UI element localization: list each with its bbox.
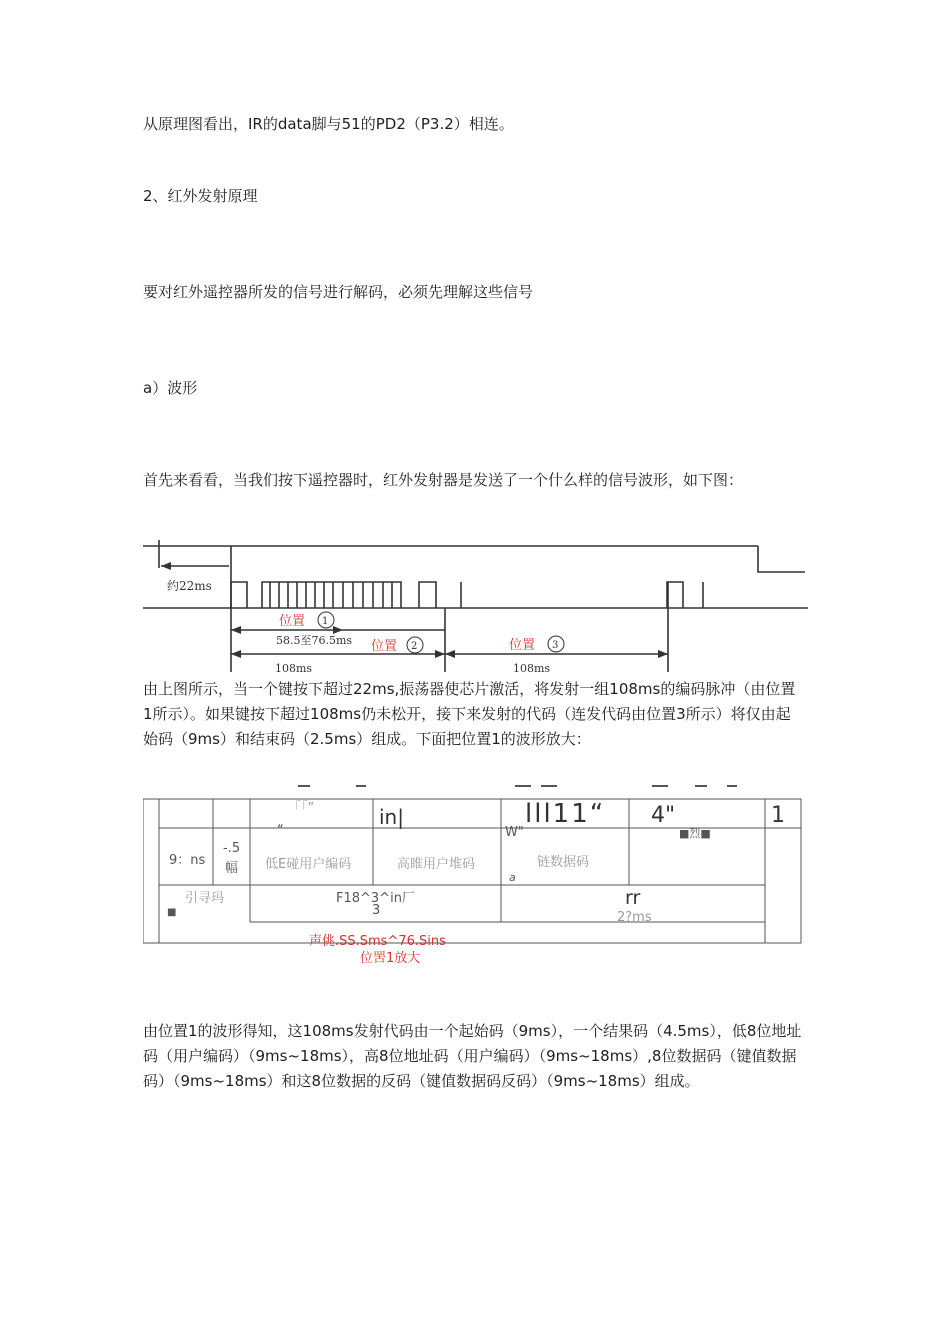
label-range: 58.5至76.5ms (276, 634, 353, 647)
circle-label-3: 3 (552, 640, 559, 651)
cell-2ms: 2?ms (617, 910, 652, 925)
paragraph-decode-intro: 要对红外遥控器所发的信号进行解码，必须先理解这些信号 (143, 283, 534, 301)
cell-45ms-top: -.5 (223, 841, 241, 856)
label-108ms-a: 108ms (275, 662, 313, 675)
cell-f18-top: F18^3^in厂 (336, 891, 415, 906)
paragraph-position-explanation: 由上图所示，当一个键按下超过22ms,振荡器使芯片激活，将发射一组108ms的编码脉冲（由位置1所示）。如果键按下超过108ms仍未松开，接下来发射的代码（连发代码由位置3所示）将仅由起始码（9ms）和结束码（2.5ms）组成。下面把位置1的波形放大： (143, 680, 796, 748)
label-108ms-b: 108ms (513, 662, 551, 675)
figure-caption: 位罟1放大 (360, 951, 421, 966)
paragraph-schematic: 从原理图看出，IR的data脚与51的PD2（P3.2）相连。 (143, 115, 514, 133)
table-grid (143, 775, 808, 975)
top-bars-mark: lll11“ (525, 799, 606, 829)
cell-45ms-bottom: 幅 (225, 861, 239, 876)
cell-rr: rr (625, 887, 641, 909)
top-mark-2: ■烈■ (679, 827, 711, 840)
cell-lead-code: 引寻玛 (185, 891, 225, 906)
label-22ms: 约22ms (167, 579, 212, 593)
subheading-waveform: a）波形 (143, 379, 198, 397)
paragraph-code-structure: 由位置1的波形得知，这108ms发射代码由一个起始码（9ms），一个结果码（4.5ms），低8位地址码（用户编码）（9ms~18ms），高8位地址码（用户编码）（9ms~18ms）,8位数据码（键值数据码）（9ms~18ms）和这8位数据的反码（键值数据码反码）（9ms~18ms）组成。 (143, 1022, 802, 1090)
circle-label-2: 2 (411, 641, 418, 652)
circle-label-1: 1 (322, 616, 329, 627)
label-position-2: 位置 (371, 639, 398, 654)
cell-low-user-code: 低E碰用户编码 (265, 857, 352, 872)
cell-f18-bottom: 3 (372, 903, 381, 918)
top-4-mark: 4" (651, 803, 676, 828)
cell-lead-mark: ■ (167, 907, 177, 918)
top-marks: 「「” (288, 801, 315, 816)
cell-a: a (509, 871, 516, 884)
w-mark: W" (505, 825, 524, 840)
top-1-mark: 1 (771, 803, 785, 828)
label-position-3: 位置 (509, 638, 536, 653)
section-heading-ir-principle: 2、红外发射原理 (143, 187, 258, 205)
cell-9ms: 9：ns (169, 853, 206, 868)
paragraph-waveform-intro: 首先来看看，当我们按下遥控器时，红外发射器是发送了一个什么样的信号波形，如下图： (143, 471, 744, 489)
ir-waveform-figure (143, 538, 808, 676)
position1-enlarged-figure (143, 775, 808, 975)
cell-high-user-code: 高睢用户堆码 (397, 857, 476, 872)
cell-key-data-code: 链数据码 (537, 855, 590, 870)
top-in-mark: in| (379, 805, 404, 829)
label-position-1: 位置 (279, 614, 306, 629)
cell-range-label: 声佻.SS.Sms^76.Sins (309, 934, 446, 949)
quote-mark: “ (277, 823, 284, 838)
